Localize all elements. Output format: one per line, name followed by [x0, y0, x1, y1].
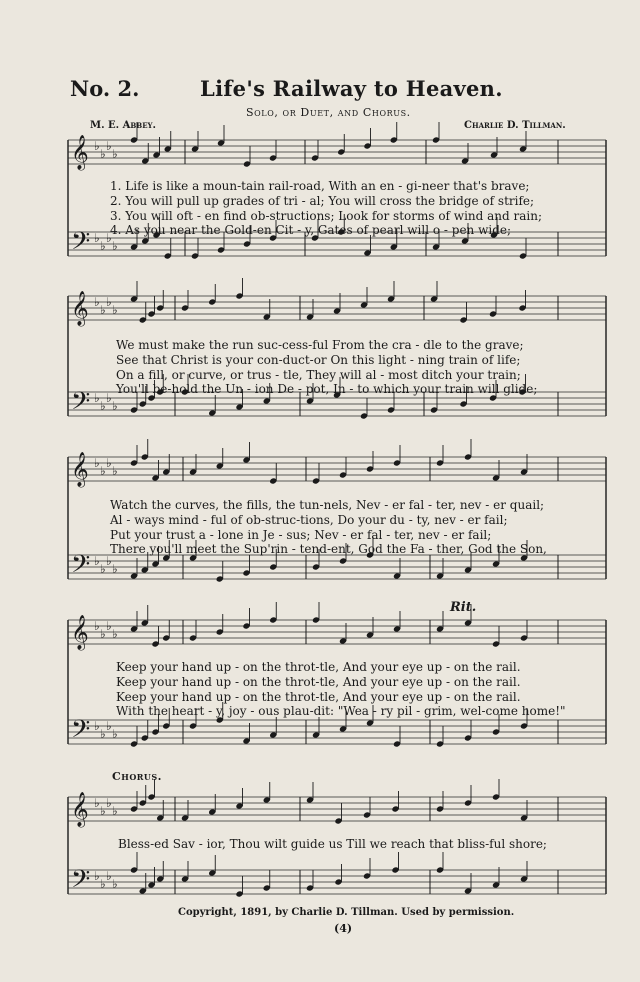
flat-sign-icon: ♭	[94, 231, 100, 245]
lyric-line: See that Christ is your con-duct-or On this light - ning train of life;	[116, 352, 521, 367]
flat-sign-icon: ♭	[106, 139, 112, 153]
flat-sign-icon: ♭	[112, 464, 118, 478]
flat-sign-icon: ♭	[106, 719, 112, 733]
lyric-line: 4. As you near the Gold-en Cit - y, Gates of pearl will o - pen wide;	[110, 223, 512, 238]
treble-clef-icon: 𝄞	[71, 792, 89, 827]
flat-sign-icon: ♭	[106, 869, 112, 883]
treble-clef-icon: 𝄞	[71, 291, 89, 326]
lyric-line: Put your trust a - lone in Je - sus; Nev - er fal - ter, nev - er fail;	[110, 527, 492, 542]
flat-sign-icon: ♭	[100, 877, 106, 891]
lyric-line: 3. You will oft - en find ob-structions; Look for storms of wind and rain;	[110, 208, 543, 223]
flat-sign-icon: ♭	[94, 619, 100, 633]
treble-clef-icon: 𝄞	[71, 452, 89, 487]
flat-sign-icon: ♭	[100, 303, 106, 317]
flat-sign-icon: ♭	[94, 554, 100, 568]
bass-clef-icon: 𝄢	[71, 865, 91, 900]
flat-sign-icon: ♭	[100, 399, 106, 413]
lyrics-system-4	[116, 660, 566, 719]
bass-clef-icon: 𝄢	[71, 715, 91, 750]
flat-sign-icon: ♭	[100, 727, 106, 741]
flat-sign-icon: ♭	[106, 231, 112, 245]
lyric-line: With the heart - y, joy - ous plau-dit: "Wea - ry pil - grim, wel-come home!"	[116, 704, 566, 719]
flat-sign-icon: ♭	[100, 147, 106, 161]
hymn-subtitle: Solo, or Duet, and Chorus.	[246, 106, 411, 119]
flat-sign-icon: ♭	[112, 727, 118, 741]
copyright-notice: Copyright, 1891, by Charlie D. Tillman. Used by permission.	[178, 907, 515, 918]
flat-sign-icon: ♭	[112, 627, 118, 641]
treble-clef-icon: 𝄞	[71, 135, 89, 170]
treble-clef-icon: 𝄞	[71, 615, 89, 650]
lyric-line: Keep your hand up - on the throt-tle, And your eye up - on the rail.	[116, 674, 521, 689]
flat-sign-icon: ♭	[94, 869, 100, 883]
flat-sign-icon: ♭	[106, 295, 112, 309]
lyric-line: Watch the curves, the fills, the tun-nels, Nev - er fal - ter, nev - er quail;	[110, 498, 545, 512]
flat-sign-icon: ♭	[112, 147, 118, 161]
lyric-line: You'll be-hold the Un - ion De - pot, In - to which your train will glide;	[116, 382, 538, 397]
ritardando-marking: Rit.	[450, 600, 477, 615]
lyric-line: 2. You will pull up grades of tri - al; You will cross the bridge of strife;	[110, 193, 535, 208]
flat-sign-icon: ♭	[94, 796, 100, 810]
flat-sign-icon: ♭	[100, 804, 106, 818]
flat-sign-icon: ♭	[94, 295, 100, 309]
hymn-title: Life's Railway to Heaven.	[200, 76, 503, 101]
flat-sign-icon: ♭	[100, 627, 106, 641]
lyricist-credit: M. E. Abbey.	[90, 120, 157, 131]
lyric-line: 1. Life is like a moun-tain rail-road, With an en - gi-neer that's brave;	[110, 179, 530, 193]
bass-clef-icon: 𝄢	[71, 387, 91, 422]
lyric-line: Keep your hand up - on the throt-tle, And your eye up - on the rail.	[116, 660, 521, 674]
flat-sign-icon: ♭	[112, 399, 118, 413]
flat-sign-icon: ♭	[100, 562, 106, 576]
flat-sign-icon: ♭	[112, 303, 118, 317]
lyric-line: Al - ways mind - ful of ob-struc-tions, Do your du - ty, nev - er fail;	[110, 512, 508, 527]
composer-credit: Charlie D. Tillman.	[464, 120, 566, 131]
flat-sign-icon: ♭	[106, 456, 112, 470]
flat-sign-icon: ♭	[94, 139, 100, 153]
lyric-line: Keep your hand up - on the throt-tle, And your eye up - on the rail.	[116, 689, 521, 704]
bass-clef-icon: 𝄢	[71, 227, 91, 262]
lyric-line: We must make the run suc-cess-ful From the cra - dle to the grave;	[116, 338, 524, 352]
flat-sign-icon: ♭	[112, 804, 118, 818]
flat-sign-icon: ♭	[100, 464, 106, 478]
flat-sign-icon: ♭	[106, 554, 112, 568]
flat-sign-icon: ♭	[112, 239, 118, 253]
page-number: (4)	[334, 922, 353, 935]
flat-sign-icon: ♭	[112, 877, 118, 891]
flat-sign-icon: ♭	[94, 391, 100, 405]
flat-sign-icon: ♭	[100, 239, 106, 253]
flat-sign-icon: ♭	[106, 619, 112, 633]
lyric-line: There you'll meet the Sup'rin - tend-ent, God the Fa - ther, God the Son,	[110, 542, 547, 557]
flat-sign-icon: ♭	[94, 456, 100, 470]
lyrics-chorus	[118, 837, 547, 852]
flat-sign-icon: ♭	[112, 562, 118, 576]
chorus-heading: Chorus.	[112, 770, 163, 783]
lyrics-system-1	[110, 179, 542, 238]
flat-sign-icon: ♭	[94, 719, 100, 733]
flat-sign-icon: ♭	[106, 391, 112, 405]
lyrics-system-2	[116, 338, 537, 397]
lyric-line: On a fill, or curve, or trus - tle, They will al - most ditch your train;	[116, 367, 521, 382]
bass-clef-icon: 𝄢	[71, 550, 91, 585]
flat-sign-icon: ♭	[106, 796, 112, 810]
lyrics-system-3	[110, 498, 547, 557]
lyric-line: Bless-ed Sav - ior, Thou wilt guide us Till we reach that bliss-ful shore;	[118, 837, 547, 851]
hymn-number: No. 2.	[70, 76, 140, 101]
